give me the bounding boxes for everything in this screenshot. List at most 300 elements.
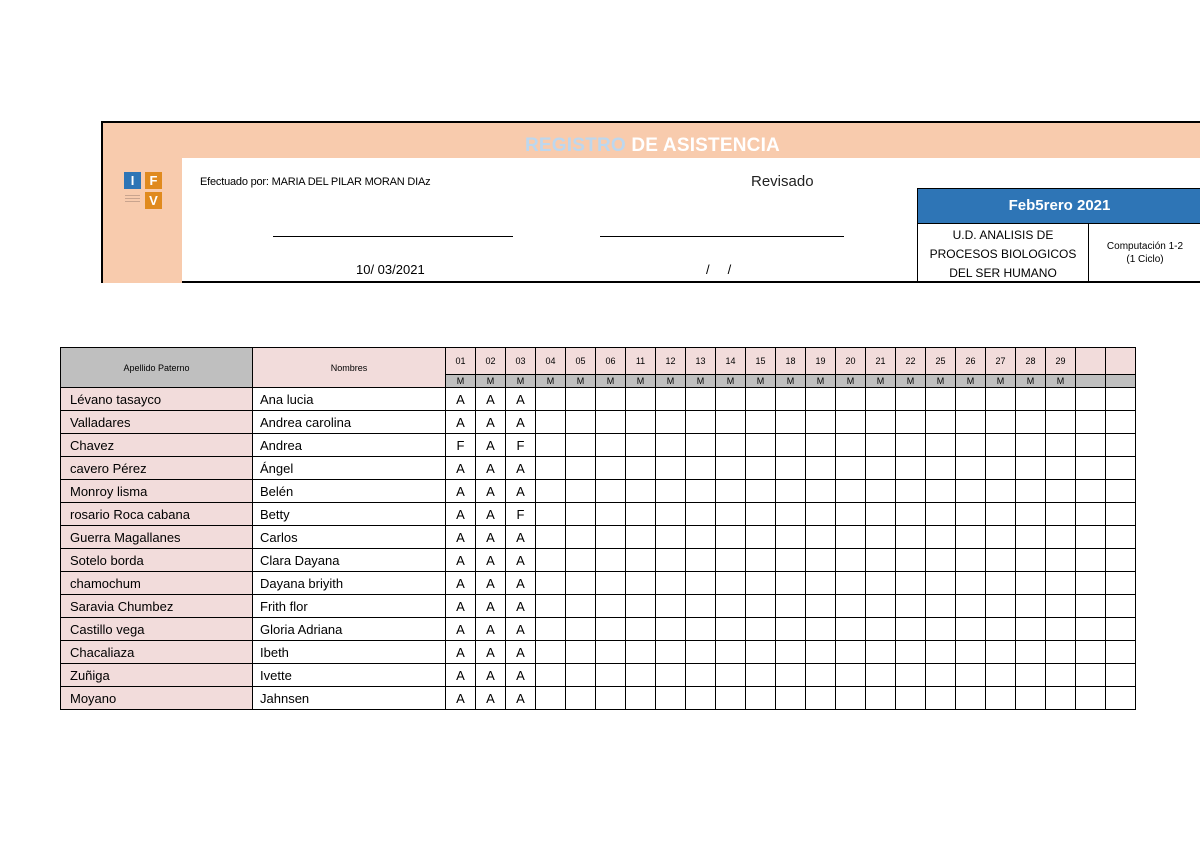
month-box: Feb5rero 2021 [917,188,1200,224]
cell-attendance [926,411,956,434]
cell-attendance [716,664,746,687]
cell-attendance [1016,618,1046,641]
cell-attendance [896,595,926,618]
cell-attendance [866,664,896,687]
cell-attendance [536,687,566,710]
cell-attendance [1106,388,1136,411]
cell-attendance [1046,457,1076,480]
cell-attendance [746,572,776,595]
title-part-1: REGISTRO [525,135,626,156]
fecha-revisado: / / [706,262,732,277]
cell-attendance: F [506,434,536,457]
cell-attendance [626,687,656,710]
cell-attendance [686,411,716,434]
header-shift: M [896,375,926,388]
cell-attendance [986,526,1016,549]
cell-attendance [536,411,566,434]
cell-attendance [926,687,956,710]
ud-line: U.D. ANALISIS DE [952,228,1054,242]
cell-attendance [1106,687,1136,710]
cell-attendance [746,687,776,710]
cell-attendance [956,526,986,549]
header-day: 29 [1046,348,1076,375]
cell-attendance [1106,526,1136,549]
header-day: 28 [1016,348,1046,375]
cell-attendance [686,434,716,457]
table-row [61,549,1136,572]
cell-attendance: F [446,434,476,457]
cell-attendance [536,572,566,595]
cell-attendance [836,618,866,641]
cell-attendance [1046,618,1076,641]
cell-attendance [1046,641,1076,664]
cell-attendance [656,411,686,434]
cell-attendance [896,411,926,434]
cell-attendance [596,503,626,526]
cell-attendance [866,434,896,457]
unidad-didactica-box [917,224,1089,283]
cell-attendance: A [506,687,536,710]
cell-attendance [596,457,626,480]
cell-attendance [656,526,686,549]
cell-attendance [1076,457,1106,480]
cell-attendance [806,526,836,549]
cell-attendance [776,664,806,687]
cell-attendance [1016,641,1046,664]
cell-attendance [836,549,866,572]
cell-apellido: cavero Pérez [61,457,253,480]
cell-attendance [926,480,956,503]
ud-line: DEL SER HUMANO [949,266,1057,280]
header-shift: M [866,375,896,388]
header-day [1106,348,1136,375]
cell-apellido: Lévano tasayco [61,388,253,411]
cell-attendance: A [476,664,506,687]
cell-attendance [776,411,806,434]
comp-line: Computación 1-2 [1106,241,1184,252]
cell-attendance [746,434,776,457]
table-row [61,526,1136,549]
cell-attendance [776,618,806,641]
cell-attendance [986,434,1016,457]
computacion-box [1089,224,1200,283]
cell-attendance [716,595,746,618]
cell-attendance [836,687,866,710]
cell-attendance [776,457,806,480]
cell-attendance [866,641,896,664]
cell-attendance [956,618,986,641]
cell-attendance [626,457,656,480]
cell-attendance [1076,572,1106,595]
cell-attendance [1016,687,1046,710]
header-day: 15 [746,348,776,375]
cell-attendance: A [476,549,506,572]
header-shift: M [836,375,866,388]
cell-attendance [686,549,716,572]
logo-letter-v: V [145,192,162,209]
header-day: 05 [566,348,596,375]
table-row [61,434,1136,457]
cell-attendance: A [506,480,536,503]
fecha-efectuado: 10/ 03/2021 [356,262,425,277]
cell-attendance [596,641,626,664]
signature-line-1 [273,236,513,237]
cell-nombre: Gloria Adriana [253,618,446,641]
cell-attendance [716,618,746,641]
cell-attendance [1046,480,1076,503]
cell-attendance [1016,526,1046,549]
cell-attendance [926,595,956,618]
attendance-table [60,347,1136,710]
cell-attendance [716,480,746,503]
cell-attendance [596,526,626,549]
cell-attendance [566,664,596,687]
cell-attendance [836,526,866,549]
cell-attendance [806,503,836,526]
cell-attendance [716,641,746,664]
header-shift [1076,375,1106,388]
cell-attendance [1046,595,1076,618]
cell-attendance [926,641,956,664]
cell-attendance: A [446,618,476,641]
cell-attendance [806,457,836,480]
cell-attendance [836,388,866,411]
cell-attendance [866,618,896,641]
cell-attendance [866,503,896,526]
cell-attendance [566,595,596,618]
cell-attendance [1076,595,1106,618]
cell-attendance: A [476,411,506,434]
cell-attendance [1016,595,1046,618]
cell-apellido: Valladares [61,411,253,434]
cell-attendance [536,549,566,572]
cell-attendance [1076,664,1106,687]
cell-attendance: A [506,457,536,480]
cell-attendance [1076,687,1106,710]
cell-apellido: Saravia Chumbez [61,595,253,618]
table-row [61,687,1136,710]
cell-attendance [836,641,866,664]
header-block [101,121,1200,283]
cell-attendance [1016,664,1046,687]
cell-attendance [776,480,806,503]
cell-attendance [536,595,566,618]
table-row [61,457,1136,480]
cell-attendance [536,503,566,526]
cell-attendance [656,595,686,618]
header-day: 03 [506,348,536,375]
cell-attendance [566,549,596,572]
cell-nombre: Frith flor [253,595,446,618]
header-day: 11 [626,348,656,375]
header-day: 22 [896,348,926,375]
cell-apellido: Monroy lisma [61,480,253,503]
cell-attendance: A [446,687,476,710]
cell-attendance [536,618,566,641]
cell-attendance [746,664,776,687]
cell-attendance [986,411,1016,434]
cell-attendance [1016,388,1046,411]
table-row [61,641,1136,664]
cell-attendance: A [446,595,476,618]
cell-attendance [1076,434,1106,457]
cell-nombre: Jahnsen [253,687,446,710]
cell-attendance: A [446,388,476,411]
cell-attendance [1106,434,1136,457]
table-row [61,618,1136,641]
cell-attendance [896,503,926,526]
cell-attendance [1076,641,1106,664]
cell-nombre: Ivette [253,664,446,687]
cell-attendance: A [476,503,506,526]
cell-attendance [566,457,596,480]
cell-attendance [776,388,806,411]
cell-attendance [866,687,896,710]
cell-attendance: A [446,457,476,480]
cell-attendance [1046,549,1076,572]
cell-attendance [716,572,746,595]
header-day: 06 [596,348,626,375]
cell-attendance [896,618,926,641]
cell-attendance [1106,664,1136,687]
cell-attendance [656,664,686,687]
cell-attendance [956,641,986,664]
cell-attendance [596,618,626,641]
cell-attendance [806,572,836,595]
cell-attendance [776,641,806,664]
cell-attendance [806,618,836,641]
header-shift: M [566,375,596,388]
cell-attendance [836,457,866,480]
cell-attendance [1106,549,1136,572]
cell-attendance [656,687,686,710]
cell-attendance [806,411,836,434]
header-shift: M [1016,375,1046,388]
cell-attendance [596,480,626,503]
cell-attendance [896,549,926,572]
cell-attendance: A [476,595,506,618]
cell-attendance [1076,618,1106,641]
cell-attendance: A [476,388,506,411]
cell-attendance [776,572,806,595]
cell-attendance [686,503,716,526]
cell-attendance: A [446,641,476,664]
cell-attendance [536,641,566,664]
table-row [61,572,1136,595]
cell-attendance [866,595,896,618]
cell-attendance [686,641,716,664]
cell-attendance [926,388,956,411]
cell-attendance [1046,411,1076,434]
cell-attendance [536,480,566,503]
cell-nombre: Belén [253,480,446,503]
cell-attendance [626,434,656,457]
cell-attendance [566,388,596,411]
cell-attendance [776,434,806,457]
cell-attendance [626,480,656,503]
cell-attendance [656,480,686,503]
header-day: 14 [716,348,746,375]
cell-attendance [1016,572,1046,595]
cell-attendance [986,549,1016,572]
title-part-2: DE ASISTENCIA [631,135,780,156]
comp-line: (1 Ciclo) [1126,254,1164,265]
cell-attendance [956,480,986,503]
cell-attendance: A [506,388,536,411]
header-day: 20 [836,348,866,375]
cell-attendance [896,434,926,457]
cell-attendance [656,618,686,641]
header-shift: M [716,375,746,388]
cell-attendance [806,549,836,572]
cell-attendance [986,664,1016,687]
cell-attendance [806,480,836,503]
cell-attendance [536,664,566,687]
cell-attendance [536,457,566,480]
cell-nombre: Ana lucia [253,388,446,411]
table-row [61,664,1136,687]
header-shift: M [506,375,536,388]
table-row [61,503,1136,526]
header-day: 27 [986,348,1016,375]
page-title [103,123,1200,158]
header-nombres: Nombres [253,348,446,388]
cell-attendance: A [446,411,476,434]
cell-nombre: Ibeth [253,641,446,664]
cell-attendance [806,388,836,411]
cell-attendance [896,664,926,687]
cell-attendance [1016,457,1046,480]
cell-attendance: A [476,526,506,549]
cell-attendance [566,572,596,595]
cell-attendance [776,687,806,710]
cell-attendance [866,526,896,549]
header-day: 13 [686,348,716,375]
cell-attendance [1106,641,1136,664]
logo-letter-f: F [145,172,162,189]
cell-attendance [896,457,926,480]
cell-apellido: Chavez [61,434,253,457]
logo-letter-i: I [124,172,141,189]
cell-attendance [806,595,836,618]
cell-attendance [566,641,596,664]
cell-attendance: A [476,457,506,480]
cell-attendance [836,572,866,595]
header-shift: M [596,375,626,388]
cell-attendance [686,664,716,687]
cell-attendance [866,457,896,480]
cell-attendance [656,388,686,411]
cell-attendance [896,572,926,595]
cell-attendance [806,434,836,457]
header-day: 04 [536,348,566,375]
cell-attendance [1076,503,1106,526]
cell-attendance [836,480,866,503]
cell-attendance: A [476,572,506,595]
cell-attendance [746,618,776,641]
header-day [1076,348,1106,375]
cell-attendance [1106,503,1136,526]
cell-attendance [1076,480,1106,503]
header-shift: M [1046,375,1076,388]
cell-attendance [956,411,986,434]
cell-attendance: A [446,480,476,503]
cell-attendance [716,457,746,480]
cell-attendance [686,595,716,618]
cell-attendance: A [506,595,536,618]
header-shift: M [746,375,776,388]
cell-attendance [596,388,626,411]
table-row [61,388,1136,411]
cell-apellido: rosario Roca cabana [61,503,253,526]
cell-attendance [716,526,746,549]
cell-attendance [686,572,716,595]
cell-attendance [836,595,866,618]
cell-attendance [536,388,566,411]
cell-attendance: A [506,618,536,641]
header-shift: M [626,375,656,388]
header-day: 26 [956,348,986,375]
cell-attendance [626,549,656,572]
cell-attendance [596,664,626,687]
cell-attendance [956,503,986,526]
cell-attendance: A [476,618,506,641]
cell-attendance [596,687,626,710]
cell-attendance [926,664,956,687]
cell-apellido: Zuñiga [61,664,253,687]
cell-attendance [1076,549,1106,572]
cell-attendance: A [446,549,476,572]
cell-attendance [986,503,1016,526]
cell-apellido: Sotelo borda [61,549,253,572]
cell-nombre: Ángel [253,457,446,480]
cell-attendance [1016,434,1046,457]
cell-attendance [1046,526,1076,549]
cell-attendance [596,595,626,618]
cell-attendance [566,503,596,526]
signature-line-2 [600,236,844,237]
header-shift: M [776,375,806,388]
cell-attendance [716,434,746,457]
cell-attendance [656,549,686,572]
cell-attendance [896,480,926,503]
cell-attendance [656,434,686,457]
cell-attendance [956,457,986,480]
cell-attendance [686,526,716,549]
cell-attendance [776,549,806,572]
cell-attendance [776,526,806,549]
cell-attendance [566,411,596,434]
header-day: 02 [476,348,506,375]
revisado-label: Revisado [751,173,814,190]
cell-attendance: A [446,526,476,549]
cell-attendance [596,411,626,434]
cell-attendance: A [506,549,536,572]
cell-attendance [1016,480,1046,503]
cell-attendance [626,618,656,641]
cell-attendance [1076,388,1106,411]
cell-attendance [836,664,866,687]
cell-attendance [926,434,956,457]
cell-attendance [896,687,926,710]
cell-attendance [626,411,656,434]
cell-attendance [686,457,716,480]
cell-attendance [1106,618,1136,641]
cell-attendance [656,641,686,664]
cell-attendance [626,503,656,526]
cell-attendance [776,503,806,526]
cell-attendance [686,618,716,641]
